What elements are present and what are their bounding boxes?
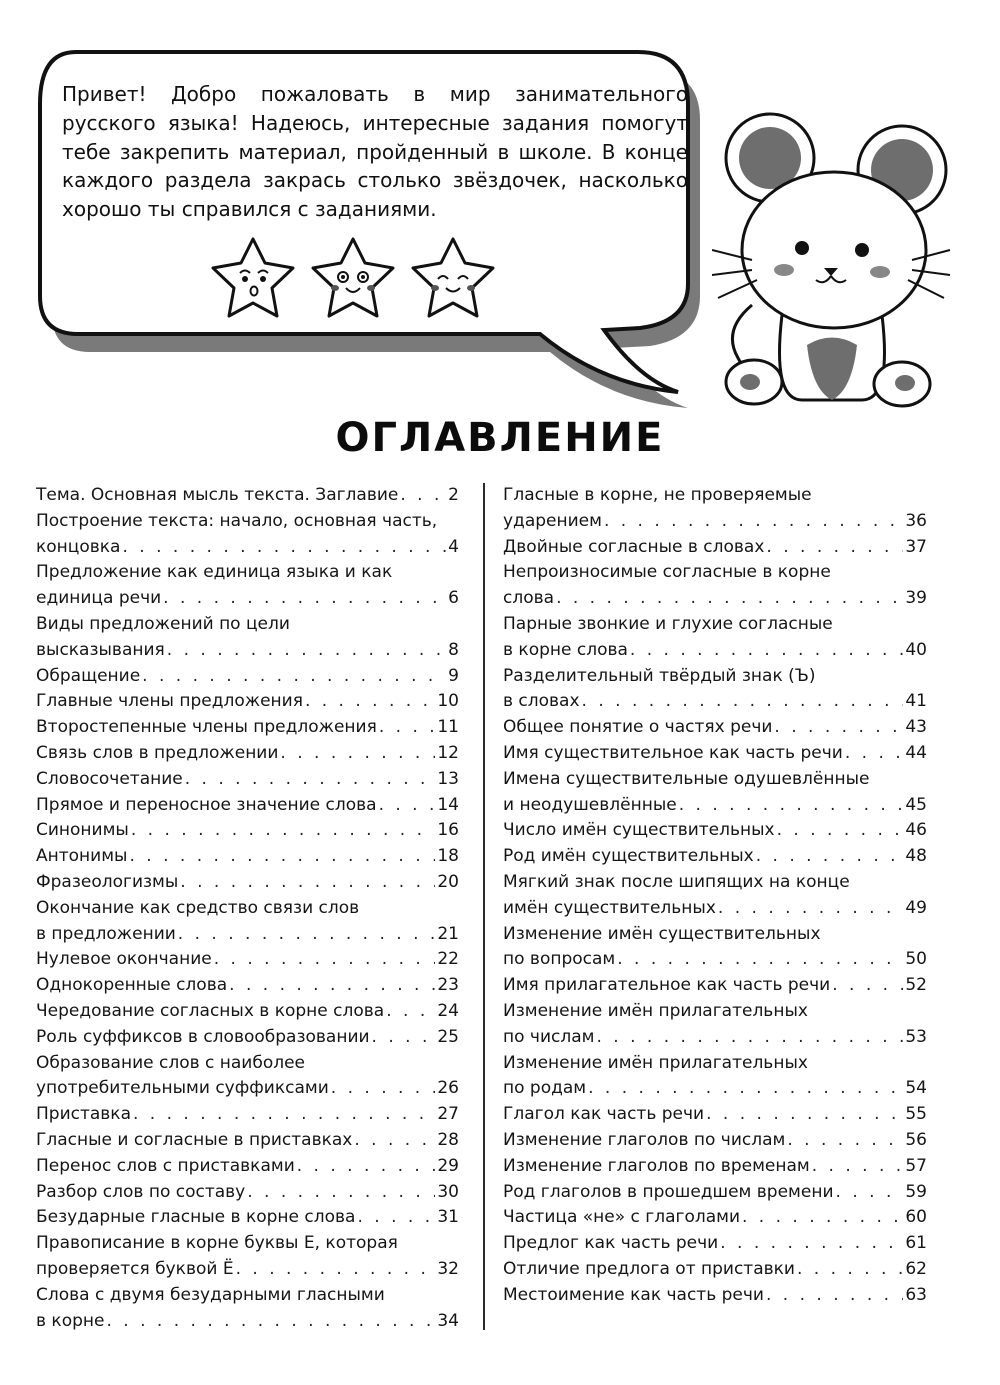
toc-entry-title: Имя существительное как часть речи — [503, 742, 843, 763]
toc-entry-title: Чередование согласных в корне слова — [36, 1000, 385, 1021]
toc-entry-title: Род имён существительных — [503, 846, 754, 867]
toc-entry — [36, 689, 459, 715]
toc-entry-title: Безударные гласные в корне слова — [36, 1207, 356, 1228]
toc-page-number: 13 — [437, 768, 459, 789]
toc-entry — [36, 870, 459, 896]
toc-entry-title: Непроизносимые согласные в корне — [503, 562, 831, 583]
column-divider — [483, 483, 485, 1330]
toc-entry-title: Приставка — [36, 1104, 131, 1125]
toc-entry-title: Антонимы — [36, 846, 128, 867]
toc-entry-title: Изменение имён прилагательных — [503, 1052, 808, 1073]
toc-page-number: 44 — [905, 742, 927, 763]
toc-leader-dots — [185, 767, 436, 793]
toc-leader-dots — [797, 1257, 903, 1283]
toc-leader-dots — [297, 1154, 436, 1180]
toc-entry-title: по родам — [503, 1078, 587, 1099]
toc-page-number: 48 — [905, 846, 927, 867]
toc-entry — [36, 1205, 459, 1231]
toc-entry-title: Разбор слов по составу — [36, 1181, 246, 1202]
toc-entry-title: Число имён существительных — [503, 820, 775, 841]
toc-page-number: 20 — [437, 871, 459, 892]
toc-entry — [36, 1128, 459, 1154]
toc-entry-title: Гласные в корне, не проверяемые — [503, 485, 812, 505]
toc-entry-title: в словах — [503, 691, 580, 712]
toc-entry — [503, 1257, 927, 1283]
toc-entry-title: Предлог как часть речи — [503, 1233, 719, 1254]
star-icon — [213, 239, 293, 316]
toc-entry — [503, 818, 927, 844]
toc-leader-dots — [379, 793, 436, 819]
toc-entry-title: Предложение как единица языка и как — [36, 562, 393, 583]
toc-entry — [503, 844, 927, 870]
toc-entry — [503, 1051, 927, 1103]
toc-entry-title: Мягкий знак после шипящих на конце — [503, 871, 850, 892]
toc-page-number: 36 — [905, 510, 927, 531]
toc-leader-dots — [305, 689, 435, 715]
toc-leader-dots — [679, 793, 904, 819]
toc-page-number: 63 — [905, 1284, 927, 1305]
toc-entry — [503, 535, 927, 561]
toc-entry-title: Синонимы — [36, 820, 129, 841]
toc-page-number: 40 — [905, 639, 927, 660]
toc-entry-title: концовка — [36, 536, 121, 557]
toc-leader-dots — [774, 715, 903, 741]
toc-leader-dots — [372, 1025, 436, 1051]
toc-page-number: 28 — [437, 1129, 459, 1150]
toc-entry-title: Связь слов в предложении — [36, 742, 279, 763]
toc-entry-title: Однокоренные слова — [36, 975, 228, 996]
toc-entry-title: Имя прилагательное как часть речи — [503, 975, 831, 996]
toc-entry-title: высказывания — [36, 639, 165, 660]
toc-page-number: 9 — [448, 665, 459, 686]
toc-entry — [503, 1180, 927, 1206]
toc-entry-title: Правописание в корне буквы Е, которая — [36, 1233, 398, 1254]
toc-page-number: 34 — [437, 1310, 459, 1331]
toc-leader-dots — [777, 818, 904, 844]
toc-leader-dots — [180, 870, 435, 896]
toc-leader-dots — [582, 689, 904, 715]
toc-leader-dots — [280, 741, 435, 767]
toc-entry — [503, 1128, 927, 1154]
toc-leader-dots — [845, 741, 904, 767]
toc-entry-title: Отличие предлога от приставки — [503, 1258, 795, 1279]
toc-leader-dots — [706, 1102, 903, 1128]
toc-leader-dots — [379, 715, 436, 741]
toc-entry-title: проверяется буквой Ё — [36, 1258, 234, 1279]
toc-entry — [36, 1102, 459, 1128]
toc-entry — [36, 560, 459, 612]
toc-entry-title: Перенос слов с приставками — [36, 1155, 295, 1176]
toc-entry — [36, 483, 459, 509]
toc-entry-title: ударением — [503, 510, 602, 531]
toc-entry — [36, 612, 459, 664]
star-icon — [313, 239, 393, 316]
toc-entry-title: Виды предложений по цели — [36, 613, 290, 634]
toc-leader-dots — [167, 638, 446, 664]
toc-page-number: 4 — [448, 536, 459, 557]
toc-leader-dots — [163, 586, 446, 612]
toc-entry — [503, 1283, 927, 1309]
toc-entry-title: Изменение имён существительных — [503, 923, 821, 944]
toc-leader-dots — [178, 922, 436, 948]
toc-entry-title: Фразеологизмы — [36, 871, 179, 892]
toc-page-number: 12 — [437, 742, 459, 763]
toc-entry — [36, 664, 459, 690]
toc-entry — [36, 1231, 459, 1283]
toc-entry — [36, 999, 459, 1025]
toc-entry-title: по числам — [503, 1026, 595, 1047]
toc-entry — [503, 715, 927, 741]
toc-page-number: 60 — [905, 1207, 927, 1228]
toc-page-number: 50 — [905, 949, 927, 970]
toc-entry-title: Слова с двумя безударными гласными — [36, 1284, 385, 1305]
toc-entry — [503, 612, 927, 664]
toc-leader-dots — [588, 1076, 903, 1102]
toc-entry — [503, 870, 927, 922]
toc-entry-title: Построение текста: начало, основная часть, — [36, 510, 438, 531]
toc-page-number: 8 — [448, 639, 459, 660]
toc-leader-dots — [766, 535, 903, 561]
toc-entry — [36, 793, 459, 819]
toc-leader-dots — [742, 1205, 903, 1231]
toc-entry — [36, 1154, 459, 1180]
toc-leader-dots — [142, 664, 446, 690]
toc-entry-title: Глагол как часть речи — [503, 1104, 705, 1125]
toc-right-column — [503, 483, 927, 1309]
toc-entry-title: Местоимение как часть речи — [503, 1284, 764, 1305]
toc-entry — [36, 715, 459, 741]
toc-entry-title: Разделительный твёрдый знак (Ъ) — [503, 665, 816, 686]
toc-leader-dots — [617, 947, 903, 973]
toc-entry — [503, 922, 927, 974]
toc-page-number: 41 — [905, 691, 927, 712]
toc-entry — [503, 560, 927, 612]
toc-entry-title: Главные члены предложения — [36, 691, 303, 712]
toc-entry — [36, 818, 459, 844]
toc-page-number: 52 — [905, 975, 927, 996]
toc-entry-title: слова — [503, 588, 555, 609]
toc-leader-dots — [133, 1102, 435, 1128]
toc-page-number: 30 — [437, 1181, 459, 1202]
toc-entry — [36, 741, 459, 767]
toc-entry-title: по вопросам — [503, 949, 616, 970]
toc-leader-dots — [400, 483, 446, 509]
mouse-illustration — [712, 100, 952, 420]
toc-page-number: 25 — [437, 1026, 459, 1047]
toc-entry — [503, 741, 927, 767]
toc-entry-title: в предложении — [36, 923, 176, 944]
toc-entry-title: Гласные и согласные в приставках — [36, 1129, 353, 1150]
toc-entry-title: единица речи — [36, 588, 162, 609]
toc-entry-title: Образование слов с наиболее — [36, 1052, 306, 1073]
toc-page-number: 31 — [437, 1207, 459, 1228]
toc-leader-dots — [836, 1180, 904, 1206]
toc-entry-title: Словосочетание — [36, 768, 183, 789]
toc-page-number: 29 — [437, 1155, 459, 1176]
toc-leader-dots — [787, 1128, 903, 1154]
intro-text: Привет! Добро пожаловать в мир занимательного русского языка! Надеюсь, интересные задания помогут тебе закрепить материал, пройденный в школе. В конце каждого раздела закрась столько звёздочек, насколько хорошо ты справился с заданиями. — [62, 82, 688, 222]
toc-entry-title: Тема. Основная мысль текста. Заглавие — [36, 485, 399, 505]
toc-page-number: 61 — [905, 1233, 927, 1254]
toc-leader-dots — [236, 1257, 436, 1283]
toc-entry-title: Нулевое окончание — [36, 949, 212, 970]
toc-page-number: 43 — [905, 717, 927, 738]
toc-leader-dots — [756, 844, 904, 870]
toc-page-number: 10 — [437, 691, 459, 712]
toc-page-number: 6 — [448, 588, 459, 609]
toc-entry-title: в корне слова — [503, 639, 628, 660]
toc-entry-title: Общее понятие о частях речи — [503, 717, 773, 738]
toc-leader-dots — [766, 1283, 903, 1309]
toc-entry-title: Обращение — [36, 665, 141, 686]
toc-leader-dots — [596, 1025, 903, 1051]
toc-page-number: 2 — [448, 485, 459, 505]
toc-entry — [36, 973, 459, 999]
toc-page-number: 56 — [905, 1129, 927, 1150]
toc-leader-dots — [812, 1154, 904, 1180]
toc-entry-title: имён существительных — [503, 897, 716, 918]
toc-leader-dots — [331, 1076, 436, 1102]
toc-page-number: 62 — [905, 1258, 927, 1279]
toc-leader-dots — [386, 999, 435, 1025]
toc-page-number: 21 — [437, 923, 459, 944]
toc-entry-title: Роль суффиксов в словообразовании — [36, 1026, 370, 1047]
toc-page-number: 55 — [905, 1104, 927, 1125]
toc-entry-title: Изменение глаголов по временам — [503, 1155, 810, 1176]
stars-row — [200, 233, 520, 323]
toc-page-number: 16 — [437, 820, 459, 841]
toc-page-number: 53 — [905, 1026, 927, 1047]
toc-page-number: 59 — [905, 1181, 927, 1202]
toc-entry — [503, 999, 927, 1051]
toc-leader-dots — [556, 586, 903, 612]
toc-entry — [36, 1283, 459, 1335]
toc-leader-dots — [229, 973, 435, 999]
toc-page-number: 39 — [905, 588, 927, 609]
toc-entry — [36, 1051, 459, 1103]
toc-page-number: 26 — [437, 1078, 459, 1099]
toc-entry — [503, 973, 927, 999]
toc-entry-title: Двойные согласные в словах — [503, 536, 765, 557]
page-title: ОГЛАВЛЕНИЕ — [335, 415, 665, 461]
toc-entry — [36, 1180, 459, 1206]
toc-page-number: 37 — [905, 536, 927, 557]
toc-leader-dots — [630, 638, 903, 664]
toc-entry-title: Прямое и переносное значение слова — [36, 794, 377, 815]
toc-page-number: 14 — [437, 794, 459, 815]
toc-entry-title: Окончание как средство связи слов — [36, 897, 360, 918]
toc-entry-title: Род глаголов в прошедшем времени — [503, 1181, 834, 1202]
toc-entry — [36, 767, 459, 793]
toc-page-number: 32 — [437, 1258, 459, 1279]
toc-page-number: 49 — [905, 897, 927, 918]
toc-entry — [503, 767, 927, 819]
toc-leader-dots — [357, 1205, 435, 1231]
toc-page-number: 27 — [437, 1104, 459, 1125]
toc-leader-dots — [832, 973, 903, 999]
toc-entry — [36, 509, 459, 561]
toc-entry — [36, 947, 459, 973]
toc-page-number: 54 — [905, 1078, 927, 1099]
toc-entry-title: Изменение глаголов по числам — [503, 1129, 786, 1150]
toc-entry — [503, 664, 927, 716]
toc-left-column — [36, 483, 459, 1334]
toc-leader-dots — [122, 535, 446, 561]
toc-page-number: 57 — [905, 1155, 927, 1176]
toc-leader-dots — [720, 1231, 903, 1257]
toc-page-number: 23 — [437, 975, 459, 996]
toc-leader-dots — [214, 947, 436, 973]
toc-leader-dots — [131, 818, 436, 844]
toc-page-number: 45 — [905, 794, 927, 815]
toc-entry — [503, 483, 927, 535]
toc-entry-title: и неодушевлённые — [503, 794, 677, 815]
toc-entry — [36, 896, 459, 948]
toc-entry-title: в корне — [36, 1310, 105, 1331]
toc-page-number: 46 — [905, 820, 927, 841]
toc-entry — [503, 1154, 927, 1180]
toc-entry — [503, 1205, 927, 1231]
toc-entry-title: Изменение имён прилагательных — [503, 1000, 808, 1021]
toc-entry-title: Второстепенные члены предложения — [36, 717, 377, 738]
toc-leader-dots — [604, 509, 903, 535]
toc-page-number: 24 — [437, 1000, 459, 1021]
toc-entry-title: употребительными суффиксами — [36, 1078, 329, 1099]
toc-page-number: 22 — [437, 949, 459, 970]
toc-leader-dots — [106, 1309, 435, 1335]
toc-leader-dots — [354, 1128, 435, 1154]
toc-entry — [36, 844, 459, 870]
toc-entry — [36, 1025, 459, 1051]
toc-leader-dots — [129, 844, 435, 870]
toc-entry — [503, 1102, 927, 1128]
toc-entry-title: Парные звонкие и глухие согласные — [503, 613, 833, 634]
toc-entry-title: Имена существительные одушевлённые — [503, 768, 870, 789]
toc-leader-dots — [247, 1180, 435, 1206]
toc-entry-title: Частица «не» с глаголами — [503, 1207, 740, 1228]
toc-leader-dots — [718, 896, 903, 922]
toc-page-number: 18 — [437, 846, 459, 867]
star-icon — [413, 239, 493, 316]
toc-entry — [503, 1231, 927, 1257]
toc-page-number: 11 — [437, 717, 459, 738]
